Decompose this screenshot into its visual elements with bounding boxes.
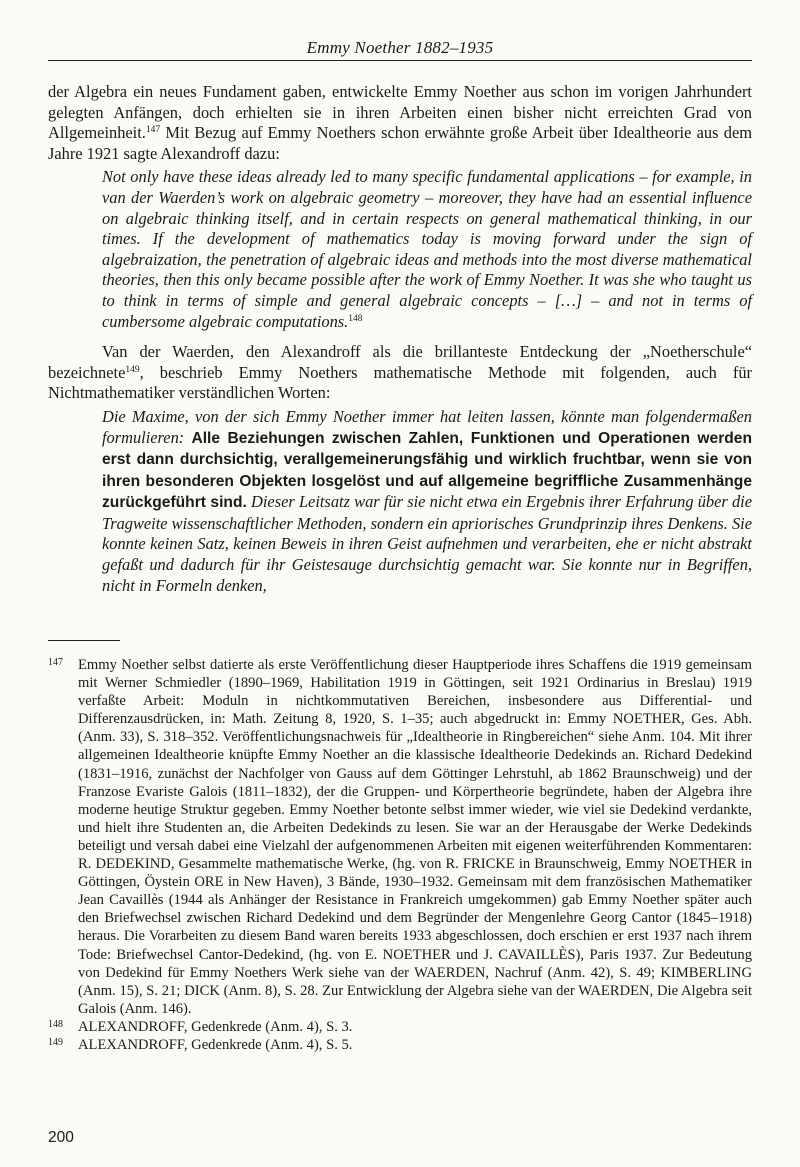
footnote-text: ALEXANDROFF, Gedenkrede (Anm. 4), S. 3. bbox=[78, 1018, 353, 1035]
quote-rest: Dieser Leitsatz war für sie nicht etwa ein Ergebnis ihrer Erfahrung über die Tragweite wissenschaftlicher Methoden, sondern ein apriorisches Grundprinzip ihres Denkens. Sie konnte keinen Satz, keinen Beweis in ihren Geist aufnehmen und verarbeiten, ehe er nicht abstrakt gefaßt und dadurch für ihr Geistesauge durchsichtig gemacht war. Sie konnte nur in Begriffen, nicht in Formeln denken, bbox=[102, 492, 753, 595]
quote-alexandroff bbox=[102, 167, 752, 332]
footnote-text: ALEXANDROFF, Gedenkrede (Anm. 4), S. 5. bbox=[78, 1036, 353, 1053]
paragraph-2-text-after: , beschrieb Emmy Noethers mathematische Methode mit folgenden, auch für Nichtmathematiker verständlichen Worten: bbox=[48, 362, 752, 403]
footnote-ref-148: 148 bbox=[348, 313, 363, 324]
header-rule bbox=[48, 60, 752, 61]
quote-intro: Die Maxime, von der sich Emmy Noether immer hat leiten lassen, könnte man folgendermaßen formulieren: bbox=[102, 406, 752, 447]
paragraph-1 bbox=[48, 82, 752, 164]
footnote-number: 148 bbox=[48, 1018, 63, 1030]
footnote-number: 149 bbox=[48, 1036, 63, 1048]
footnotes bbox=[48, 656, 752, 1054]
paragraph-1-text-after: Mit Bezug auf Emmy Noethers schon erwähnte große Arbeit über Idealtheorie aus dem Jahre 1921 sagte Alexandroff dazu: bbox=[48, 123, 752, 163]
footnote-148 bbox=[48, 1018, 752, 1036]
main-text bbox=[48, 82, 752, 596]
footnote-rule bbox=[48, 640, 120, 641]
running-head: Emmy Noether 1882–1935 bbox=[306, 38, 494, 57]
footnote-149 bbox=[48, 1036, 752, 1054]
paragraph-2 bbox=[48, 342, 752, 404]
footnote-147 bbox=[48, 656, 752, 1018]
quote-van-der-waerden bbox=[102, 407, 752, 596]
footnote-ref-147: 147 bbox=[145, 125, 161, 136]
footnote-number: 147 bbox=[48, 657, 63, 668]
paragraph-2-text: Van der Waerden, den Alexandroff als die brillanteste Entdeckung der „Noetherschule“ bezeichnete bbox=[48, 342, 752, 382]
page-number: 200 bbox=[48, 1129, 74, 1146]
paragraph-1-text: der Algebra ein neues Fundament gaben, entwickelte Emmy Noether aus schon im vorigen Jahrhundert gelegten Anfängen, doch erhielten sie in ihren Arbeiten einen bisher nicht erreichten Grad von Allgemeinheit. bbox=[48, 82, 752, 143]
footnote-text: Emmy Noether selbst datierte als erste Veröffentlichung dieser Hauptperiode ihres Schaffens die 1919 gemeinsam mit Werner Schmiedler (1890–1969, Habilitation 1919 in Göttingen, seit 1921 Ordinarius in Breslau) 1919 verfaßte Arbeit: Moduln in nichtkommutativen Bereichen, insbesondere aus Differential- und Differenzausdrücken, in: Math. Zeitung 8, 1920, S. 1–35; auch abgedruckt in: Emmy NOETHER, Ges. Abh. (Anm. 33), S. 318–352. Veröffentlichungsnachweis für „Idealtheorie in Ringbereichen“ siehe Anm. 104. Mit ihrer allgemeinen Idealtheorie knüpfte Emmy Noether an die klassische Idealtheorie Dedekinds an. Richard Dedekind (1831–1916, zunächst der Nachfolger von Gauss auf dem Göttinger Lehrstuhl, ab 1862 Braunschweig) und der Franzose Evariste Galois (1811–1832), der die Gruppen- und Körpertheorie begründete, haben der Algebra ihre moderne heutige Struktur gegeben. Emmy Noether betonte selbst immer wieder, wie viel sie Dedekind verdankte, und hielt ihre Studenten an, die Arbeiten Dedekinds zu lesen. Sie war an der Herausgabe der Werke Dedekinds beteiligt und versah dabei eine Vielzahl der aufgenommenen Arbeiten mit eigenen weiterführenden Kommentaren: R. DEDEKIND, Gesammelte mathematische Werke, (hg. von R. FRICKE in Braunschweig, Emmy NOETHER in Göttingen, Öystein ORE in New Haven), 3 Bände, 1930–1932. Gemeinsam mit dem französischen Mathematiker Jean Cavaillès (1944 als Anhänger der Resistance in Frankreich umgekommen) gab Emmy Noether später auch den Briefwechsel zwischen Richard Dedekind und dem Begründer der Mengenlehre Georg Cantor (1845–1918) heraus. Die Vorarbeiten zu diesem Band waren bereits 1933 abgeschlossen, doch erschien er erst 1937 nach ihrem Tode: Briefwechsel Cantor-Dedekind, (hg. von E. NOETHER und J. CAVAILLÈS), Paris 1937. Zur Bedeutung von Dedekind für Emmy Noethers Werk siehe van der WAERDEN, Nachruf (Anm. 42), S. 49; KIMBERLING (Anm. 15), S. 21; DICK (Anm. 8), S. 28. Zur Entwicklung der Algebra siehe van der WAERDEN, Die Algebra seit Galois (Anm. 146). bbox=[78, 657, 752, 1017]
quote-bold-maxim: Alle Beziehungen zwischen Zahlen, Funktionen und Operationen werden erst dann durchsichtig, verallgemeinerungsfähig und wirklich fruchtbar, wenn sie von ihren besonderen Objekten losgelöst und auf allgemeine begriffliche Zusammenhänge zurückgeführt sind. bbox=[102, 429, 752, 512]
quote-alexandroff-text: Not only have these ideas already led to many specific fundamental applications – for example, in van der Waerden’s work on algebraic geometry – moreover, they have had an essential influence on algebraic thinking itself, and in certain respects on general mathematical thinking, in our times. If the development of mathematics today is moving forward under the sign of algebraization, the penetration of algebraic ideas and methods into the most diverse mathematical theories, then this only became possible after the work of Emmy Noether. It was she who taught us to think in terms of simple and general algebraic concepts – […] – and not in terms of cumbersome algebraic computations. bbox=[102, 167, 752, 331]
footnote-ref-149: 149 bbox=[125, 364, 140, 375]
